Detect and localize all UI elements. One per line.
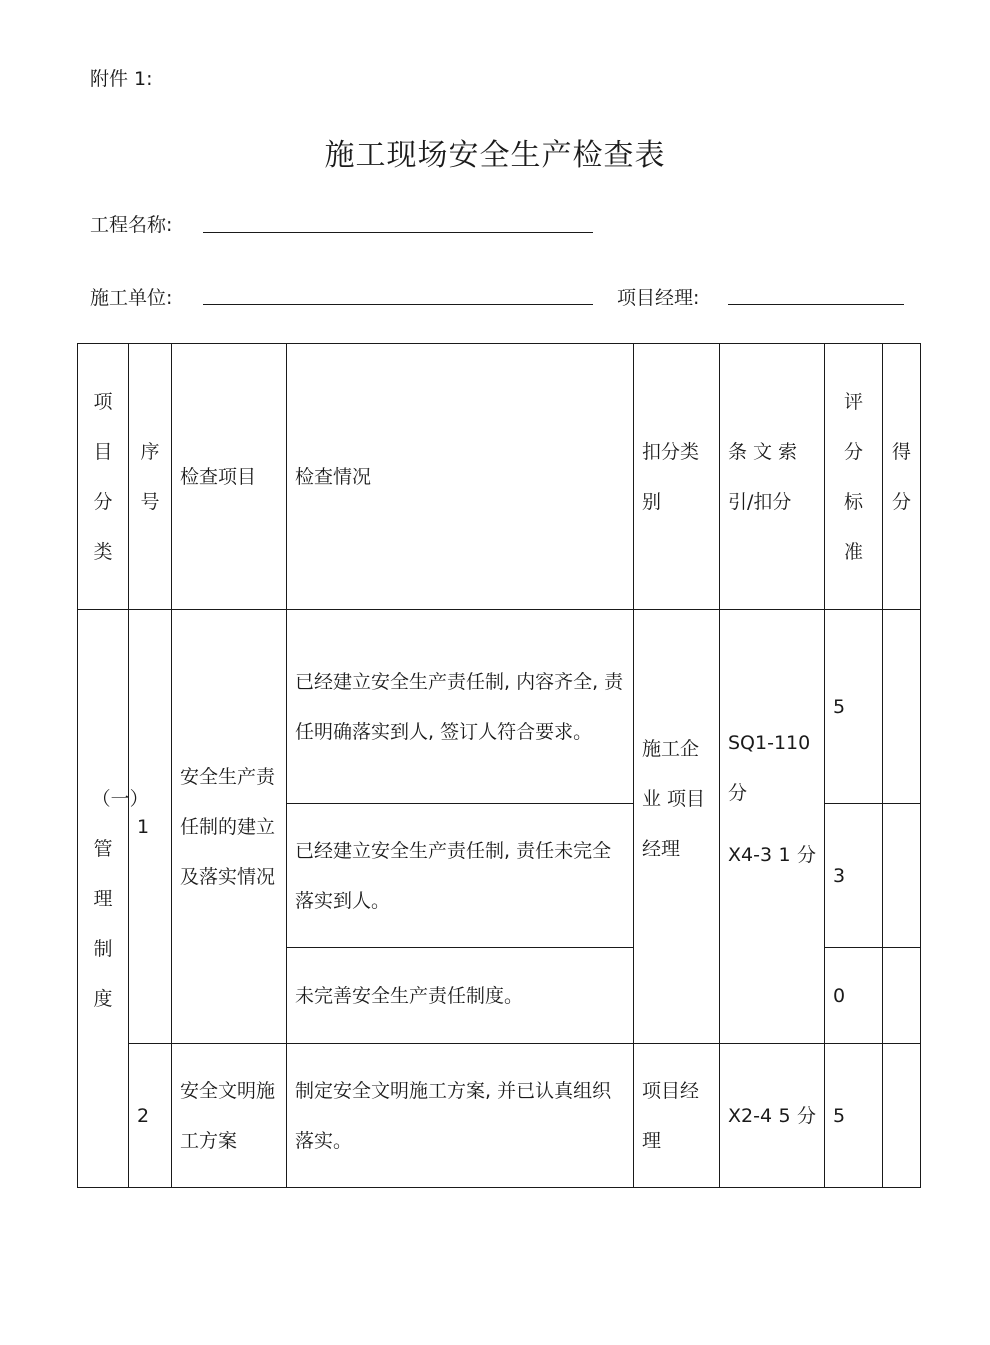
- row-score-cell[interactable]: [883, 948, 921, 1044]
- row-clause: X2-4 5 分: [720, 1044, 825, 1188]
- header-clause: 条 文 索 引/扣分: [720, 344, 825, 610]
- row-score-std: 5: [825, 610, 883, 804]
- row-situation: 已经建立安全生产责任制, 内容齐全, 责任明确落实到人, 签订人符合要求。: [287, 610, 634, 804]
- project-name-field[interactable]: [203, 232, 593, 233]
- header-check-item: 检查项目: [172, 344, 287, 610]
- project-name-label: 工程名称:: [90, 214, 173, 236]
- row-check-item: 安全文明施工方案: [172, 1044, 287, 1188]
- table-row: [78, 1044, 921, 1188]
- construction-unit-field[interactable]: [203, 304, 593, 305]
- header-situation: 检查情况: [287, 344, 634, 610]
- row-deduct-type: 项目经理: [634, 1044, 720, 1188]
- row-score-cell[interactable]: [883, 804, 921, 948]
- header-score-std: 评分标准: [825, 344, 883, 610]
- row-situation: 未完善安全生产责任制度。: [287, 948, 634, 1044]
- page-title: 施工现场安全生产检查表: [324, 138, 666, 173]
- header-category: 项目分类: [78, 344, 129, 610]
- row-seq: 1: [129, 610, 172, 1044]
- row-situation: 制定安全文明施工方案, 并已认真组织落实。: [287, 1044, 634, 1188]
- row-score-cell[interactable]: [883, 1044, 921, 1188]
- row-clause: [720, 610, 825, 1044]
- project-manager-label: 项目经理:: [617, 287, 700, 309]
- construction-unit-label: 施工单位:: [90, 287, 173, 309]
- group-label: （一）管理制度: [78, 610, 129, 1188]
- row-score-std: 5: [825, 1044, 883, 1188]
- row-deduct-type: 施工企业 项目经理: [634, 610, 720, 1044]
- header-score: 得分: [883, 344, 921, 610]
- row-check-item: 安全生产责任制的建立及落实情况: [172, 610, 287, 1044]
- row-seq: 2: [129, 1044, 172, 1188]
- project-manager-field[interactable]: [728, 304, 904, 305]
- header-seq: 序号: [129, 344, 172, 610]
- clause-sq1: SQ1-110 分: [728, 731, 811, 804]
- row-situation: 已经建立安全生产责任制, 责任未完全落实到人。: [287, 804, 634, 948]
- row-score-std: 0: [825, 948, 883, 1044]
- table-row: [78, 610, 921, 804]
- attachment-label: 附件 1:: [90, 68, 153, 90]
- row-score-cell[interactable]: [883, 610, 921, 804]
- header-deduct-type: 扣分类别: [634, 344, 720, 610]
- clause-x4-3: X4-3 1 分: [728, 843, 816, 866]
- row-score-std: 3: [825, 804, 883, 948]
- inspection-table: [77, 343, 921, 1188]
- header-row: [78, 344, 921, 610]
